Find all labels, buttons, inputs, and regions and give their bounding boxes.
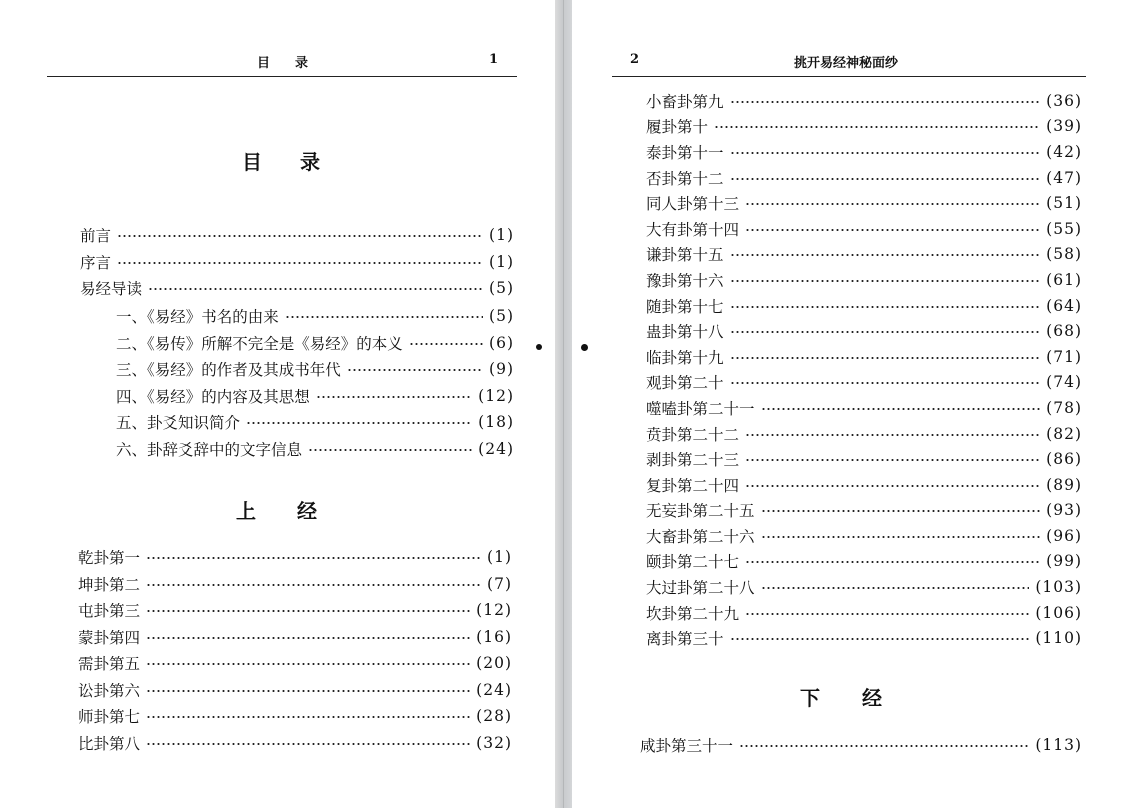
upper-canon-title-char: 上	[236, 499, 256, 523]
right-page	[572, 0, 1129, 808]
dot-leader	[146, 743, 470, 745]
dot-leader	[761, 587, 1030, 589]
toc-entry-page: (39)	[1046, 117, 1082, 136]
right-page-header	[572, 52, 1129, 72]
toc-entry-label: 大有卦第十四	[646, 220, 740, 239]
toc-entry-page: (82)	[1046, 424, 1082, 443]
dot-leader	[146, 663, 470, 665]
toc-entry[interactable]	[646, 216, 1082, 242]
toc-entry-label: 履卦第十	[646, 118, 709, 137]
toc-entry-label: 咸卦第三十一	[640, 737, 734, 756]
toc-entry-page: (96)	[1046, 526, 1082, 545]
toc-entry[interactable]	[116, 356, 514, 383]
toc-entry[interactable]	[640, 732, 1082, 759]
toc-entry-label: 比卦第八	[78, 734, 141, 753]
toc-entry-label: 随卦第十七	[646, 297, 724, 316]
lower-canon-title-char: 下	[800, 686, 820, 710]
book-gutter	[555, 0, 572, 808]
toc-entry-label: 离卦第三十	[646, 630, 724, 649]
toc-entry-label: 师卦第七	[78, 708, 141, 727]
header-page-number: 1	[489, 52, 499, 67]
toc-entry-label: 一、《易经》书名的由来	[116, 308, 279, 327]
toc-entry[interactable]	[116, 436, 514, 463]
toc-entry-label: 噬嗑卦第二十一	[646, 399, 755, 418]
toc-entry-page: (1)	[487, 548, 512, 567]
guide-subsection-list	[116, 303, 514, 462]
toc-entry[interactable]	[646, 472, 1082, 498]
toc-entry[interactable]	[78, 703, 512, 730]
toc-entry-page: (47)	[1046, 168, 1082, 187]
toc-entry[interactable]	[116, 383, 514, 410]
toc-entry[interactable]	[80, 222, 514, 249]
dot-leader	[730, 254, 1041, 256]
dot-leader	[745, 613, 1029, 615]
toc-entry[interactable]	[646, 625, 1082, 651]
toc-entry[interactable]	[646, 139, 1082, 165]
toc-entry[interactable]	[646, 574, 1082, 600]
toc-entry-label: 屯卦第三	[78, 602, 141, 621]
toc-entry-page: (89)	[1046, 475, 1082, 494]
toc-entry[interactable]	[646, 549, 1082, 575]
dot-leader	[745, 229, 1040, 231]
toc-entry-page: (6)	[489, 333, 514, 352]
dot-leader	[739, 745, 1029, 747]
ink-speck	[581, 344, 588, 351]
toc-entry[interactable]	[646, 498, 1082, 524]
toc-entry-page: (68)	[1046, 322, 1082, 341]
toc-entry-page: (32)	[476, 733, 512, 752]
dot-leader	[761, 510, 1041, 512]
dot-leader	[730, 178, 1041, 180]
toc-entry-label: 大畜卦第二十六	[646, 527, 755, 546]
dot-leader	[146, 637, 470, 639]
toc-entry[interactable]	[646, 523, 1082, 549]
toc-entry[interactable]	[116, 330, 514, 357]
dot-leader	[316, 396, 472, 398]
dot-leader	[730, 280, 1041, 282]
toc-entry-page: (51)	[1046, 194, 1082, 213]
dot-leader	[745, 561, 1040, 563]
toc-entry-label: 谦卦第十五	[646, 246, 724, 265]
toc-entry-label: 同人卦第十三	[646, 195, 740, 214]
toc-entry[interactable]	[78, 597, 512, 624]
toc-entry-label: 小畜卦第九	[646, 92, 724, 111]
dot-leader	[730, 306, 1041, 308]
toc-entry-page: (16)	[476, 627, 512, 646]
toc-entry[interactable]	[646, 344, 1082, 370]
toc-entry[interactable]	[78, 677, 512, 704]
toc-entry-page: (24)	[478, 439, 514, 458]
toc-entry[interactable]	[646, 242, 1082, 268]
toc-entry[interactable]	[78, 730, 512, 757]
dot-leader	[308, 449, 472, 451]
contents-title-char: 目	[242, 150, 262, 174]
toc-entry-page: (58)	[1046, 245, 1082, 264]
header-rule	[612, 76, 1086, 77]
toc-entry-label: 需卦第五	[78, 655, 141, 674]
toc-entry-page: (20)	[476, 654, 512, 673]
dot-leader	[714, 126, 1040, 128]
dot-leader	[745, 434, 1040, 436]
toc-entry-label: 坎卦第二十九	[646, 604, 740, 623]
toc-entry-label: 颐卦第二十七	[646, 553, 740, 572]
toc-entry[interactable]	[116, 303, 514, 330]
toc-entry-page: (9)	[489, 360, 514, 379]
contents-title	[0, 146, 555, 172]
lower-canon-title-char: 经	[862, 686, 882, 710]
dot-leader	[730, 101, 1041, 103]
ink-speck	[536, 344, 542, 350]
toc-entry[interactable]	[116, 409, 514, 436]
dot-leader	[117, 235, 483, 237]
toc-entry[interactable]	[646, 370, 1082, 396]
toc-entry-label: 复卦第二十四	[646, 476, 740, 495]
dot-leader	[285, 316, 483, 318]
dot-leader	[745, 485, 1040, 487]
toc-entry-label: 剥卦第二十三	[646, 451, 740, 470]
toc-entry-label: 临卦第十九	[646, 348, 724, 367]
toc-entry-label: 易经导读	[80, 280, 143, 299]
dot-leader	[745, 459, 1040, 461]
toc-entry-label: 观卦第二十	[646, 374, 724, 393]
toc-entry-label: 讼卦第六	[78, 681, 141, 700]
dot-leader	[246, 422, 472, 424]
toc-entry[interactable]	[78, 544, 512, 571]
dot-leader	[730, 382, 1041, 384]
toc-entry[interactable]	[78, 650, 512, 677]
toc-entry-label: 序言	[80, 253, 112, 272]
toc-entry-page: (78)	[1046, 398, 1082, 417]
toc-entry-label: 六、卦辞爻辞中的文字信息	[116, 440, 303, 459]
gutter-fold-line	[563, 0, 564, 808]
toc-entry[interactable]	[646, 190, 1082, 216]
toc-entry-page: (113)	[1035, 736, 1082, 755]
header-title: 挑开易经神秘面纱	[794, 56, 899, 71]
toc-entry[interactable]	[646, 165, 1082, 191]
toc-entry-page: (110)	[1035, 629, 1082, 648]
toc-entry[interactable]	[80, 275, 514, 302]
toc-entry-page: (99)	[1046, 552, 1082, 571]
toc-entry-page: (5)	[489, 307, 514, 326]
dot-leader	[730, 331, 1041, 333]
toc-entry-label: 泰卦第十一	[646, 143, 724, 162]
toc-entry[interactable]	[646, 293, 1082, 319]
toc-entry-label: 乾卦第一	[78, 549, 141, 568]
toc-entry-page: (93)	[1046, 501, 1082, 520]
toc-entry[interactable]	[646, 395, 1082, 421]
toc-entry-page: (71)	[1046, 347, 1082, 366]
dot-leader	[117, 262, 483, 264]
toc-entry-page: (18)	[478, 413, 514, 432]
toc-entry[interactable]	[646, 600, 1082, 626]
toc-entry-page: (64)	[1046, 296, 1082, 315]
contents-title-char: 录	[300, 150, 320, 174]
toc-entry[interactable]	[646, 88, 1082, 114]
toc-entry-page: (1)	[489, 252, 514, 271]
lower-canon-title	[572, 682, 1129, 708]
toc-entry-label: 蛊卦第十八	[646, 323, 724, 342]
toc-entry[interactable]	[646, 421, 1082, 447]
dot-leader	[730, 638, 1030, 640]
lower-canon-list	[640, 732, 1082, 759]
toc-entry-page: (86)	[1046, 450, 1082, 469]
toc-entry-page: (12)	[476, 601, 512, 620]
header-page-number: 2	[630, 52, 640, 67]
toc-entry-label: 前言	[80, 227, 112, 246]
toc-entry-page: (106)	[1035, 603, 1082, 622]
upper-canon-list-continued	[646, 88, 1082, 651]
dot-leader	[146, 716, 470, 718]
toc-entry-page: (103)	[1035, 578, 1082, 597]
toc-entry[interactable]	[646, 318, 1082, 344]
toc-entry-label: 贲卦第二十二	[646, 425, 740, 444]
toc-entry-label: 大过卦第二十八	[646, 579, 755, 598]
upper-canon-title-char: 经	[297, 499, 317, 523]
toc-entry-page: (24)	[476, 680, 512, 699]
toc-entry-label: 二、《易传》所解不完全是《易经》的本义	[116, 334, 403, 353]
dot-leader	[146, 557, 481, 559]
header-title: 目 录	[257, 56, 315, 71]
toc-entry-label: 三、《易经》的作者及其成书年代	[116, 361, 341, 380]
toc-entry-page: (12)	[478, 386, 514, 405]
dot-leader	[761, 536, 1041, 538]
toc-entry-page: (7)	[487, 574, 512, 593]
dot-leader	[730, 357, 1041, 359]
toc-entry-page: (1)	[489, 226, 514, 245]
toc-entry-page: (61)	[1046, 270, 1082, 289]
toc-entry[interactable]	[78, 571, 512, 598]
toc-entry-label: 蒙卦第四	[78, 628, 141, 647]
toc-entry-page: (5)	[489, 279, 514, 298]
upper-canon-title	[0, 495, 555, 521]
dot-leader	[409, 343, 483, 345]
toc-entry-label: 坤卦第二	[78, 575, 141, 594]
upper-canon-list	[78, 544, 512, 756]
toc-entry[interactable]	[646, 267, 1082, 293]
dot-leader	[347, 369, 483, 371]
toc-entry[interactable]	[78, 624, 512, 651]
dot-leader	[730, 152, 1041, 154]
toc-entry-label: 四、《易经》的内容及其思想	[116, 387, 310, 406]
toc-entry-label: 豫卦第十六	[646, 271, 724, 290]
front-matter-list	[80, 222, 514, 302]
dot-leader	[146, 584, 481, 586]
toc-entry[interactable]	[646, 114, 1082, 140]
toc-entry[interactable]	[80, 249, 514, 276]
dot-leader	[148, 288, 483, 290]
toc-entry-label: 否卦第十二	[646, 169, 724, 188]
dot-leader	[761, 408, 1041, 410]
dot-leader	[745, 203, 1040, 205]
toc-entry-page: (42)	[1046, 142, 1082, 161]
toc-entry-label: 五、卦爻知识简介	[116, 414, 241, 433]
dot-leader	[146, 610, 470, 612]
dot-leader	[146, 690, 470, 692]
left-page-header	[0, 52, 555, 72]
toc-entry-page: (74)	[1046, 373, 1082, 392]
toc-entry-label: 无妄卦第二十五	[646, 502, 755, 521]
left-page	[0, 0, 555, 808]
toc-entry-page: (55)	[1046, 219, 1082, 238]
toc-entry-page: (28)	[476, 707, 512, 726]
toc-entry-page: (36)	[1046, 91, 1082, 110]
toc-entry[interactable]	[646, 446, 1082, 472]
header-rule	[47, 76, 517, 77]
